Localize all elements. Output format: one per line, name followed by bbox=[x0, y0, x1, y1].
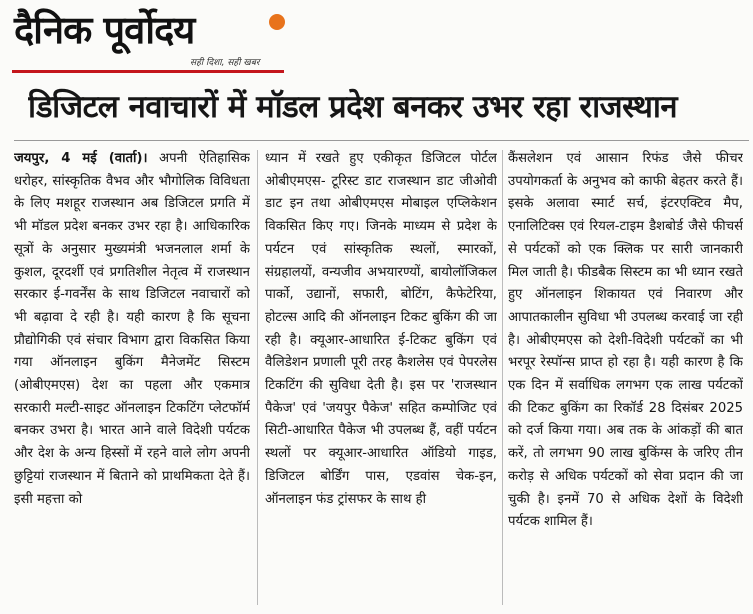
column-1-text: अपनी ऐतिहासिक धरोहर, सांस्कृतिक वैभव और भौगोलिक विविधता के लिए मशहूर राजस्थान अब डिजिटल प्रगति में भी मॉडल प्रदेश बनकर उभर रहा है। आधिकारिक सूत्रों के अनुसार मुख्यमंत्री भजनलाल शर्मा के कुशल, दूरदर्शी एवं प्रगतिशील नेतृत्व में राजस्थान सरकार ई-गवर्नेंस के साथ डिजिटल नवाचारों को भी बढ़ावा दे रही है। यही कारण है कि सूचना प्रौद्योगिकी एवं संचार विभाग द्वारा विकसित किया गया ऑनलाइन बुकिंग मैनेजमेंट सिस्टम (ओबीएमएस) देश का पहला और एकमात्र सरकारी मल्टी-साइट ऑनलाइन टिकटिंग प्लेटफॉर्म बनकर उभरा है। भारत आने वाले विदेशी पर्यटक और देश के अन्य हिस्सों में रहने वाले लोग अपनी छुट्टियां राजस्थान में बिताने को प्राथमिकता देते हैं। इसी महत्ता को bbox=[14, 151, 250, 507]
masthead-tagline: सही दिशा, सही खबर bbox=[190, 58, 260, 68]
masthead bbox=[14, 8, 284, 78]
article-headline: डिजिटल नवाचारों में मॉडल प्रदेश बनकर उभर रहा राजस्थान bbox=[28, 89, 678, 125]
article-column-3 bbox=[508, 148, 743, 608]
column-2-text: ध्यान में रखते हुए एकीकृत डिजिटल पोर्टल ओबीएमएस- टूरिस्ट डाट राजस्थान डाट जीओवी डाट इन तथा ओबीएमएस मोबाइल एप्लिकेशन विकसित किए गए। जिनके माध्यम से प्रदेश के पर्यटन एवं सांस्कृतिक स्थलों, स्मारकों, संग्रहालयों, वन्यजीव अभयारण्यों, बायोलॉजिकल पार्को, उद्यानों, सफारी, बोटिंग, कैफेटेरिया, होटल्स आदि की ऑनलाइन टिकट बुकिंग की जा रही है। क्यूआर-आधारित ई-टिकट बुकिंग एवं वैलिडेशन प्रणाली पूरी तरह कैशलेस एवं पेपरलेस टिकटिंग की सुविधा देती है। इस पर 'राजस्थान पैकेज' एवं 'जयपुर पैकेज' सहित कम्पोजिट एवं सिटी-आधारित पैकेज भी उपलब्ध हैं, वहीं पर्यटन स्थलों पर क्यूआर-आधारित ऑडियो गाइड, डिजिटल बोर्डिंग पास, एडवांस चेक-इन, ऑनलाइन फंड ट्रांसफर के साथ ही bbox=[265, 151, 497, 507]
logo-sun-icon bbox=[269, 14, 285, 30]
article-column-1 bbox=[14, 148, 250, 608]
newspaper-logo: दैनिक पूर्वोदय bbox=[14, 8, 195, 52]
headline-divider bbox=[14, 140, 749, 141]
article-dateline: जयपुर, 4 मई (वार्ता)। bbox=[14, 151, 148, 166]
column-3-text: कैंसलेशन एवं आसान रिफंड जैसे फीचर उपयोगकर्ता के अनुभव को काफी बेहतर करते हैं। इसके अलावा स्मार्ट सर्च, इंटरएक्टिव मैप, एनालिटिक्स एवं रियल-टाइम डैशबोर्ड जैसे फीचर्स से पर्यटकों को एक क्लिक पर सारी जानकारी मिल जाती है। फीडबैक सिस्टम का भी ध्यान रखते हुए ऑनलाइन शिकायत एवं निवारण और आपातकालीन सुविधा भी उपलब्ध करवाई जा रही है। ओबीएमएस को देशी-विदेशी पर्यटकों का भी भरपूर रेस्पॉन्स प्राप्त हो रहा है। यही कारण है कि एक दिन में सर्वाधिक लगभग एक लाख पर्यटकों की टिकट बुकिंग का रिकॉर्ड 28 दिसंबर 2025 को दर्ज किया गया। अब तक के आंकड़ों की बात करें, तो लगभग 90 लाख बुकिंग्स के जरिए तीन करोड़ से अधिक पर्यटकों को सेवा प्रदान की जा चुकी है। इनमें 70 से अधिक देशों के विदेशी पर्यटक शामिल हैं। bbox=[508, 151, 743, 530]
article-column-2 bbox=[265, 148, 497, 608]
column-divider bbox=[502, 150, 503, 605]
masthead-divider bbox=[12, 70, 284, 73]
column-divider bbox=[257, 150, 258, 605]
